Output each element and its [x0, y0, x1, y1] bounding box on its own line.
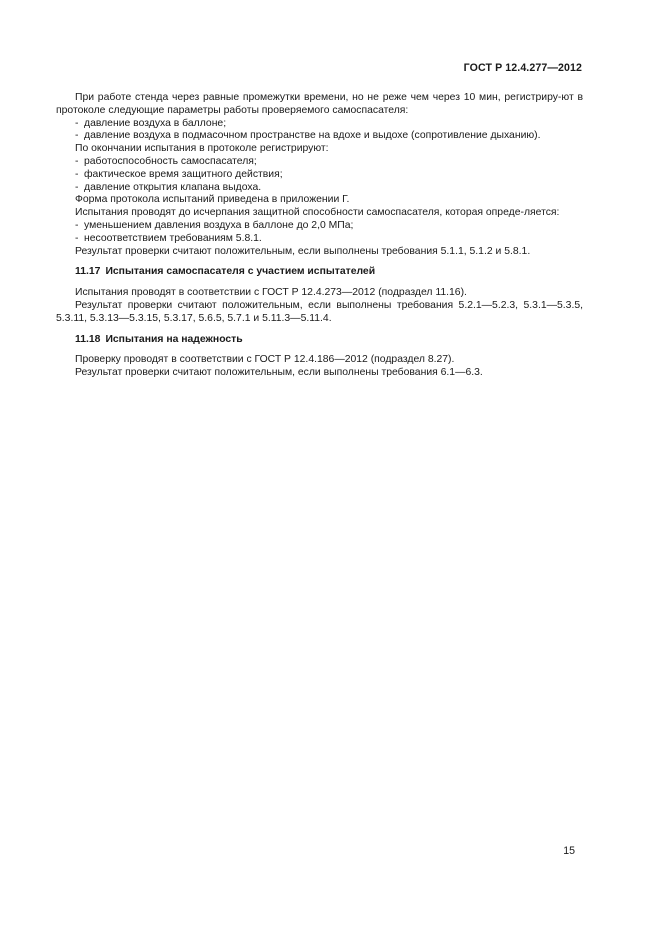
- list-item-text: давление открытия клапана выдоха.: [84, 181, 262, 193]
- list-item: - фактическое время защитного действия;: [75, 168, 283, 180]
- list-item-text: уменьшением давления воздуха в баллоне до 2,0 МПа;: [84, 219, 354, 231]
- page-number: 15: [563, 845, 575, 857]
- list-item: - давление воздуха в баллоне;: [75, 117, 227, 129]
- paragraph: Форма протокола испытаний приведена в приложении Г.: [75, 194, 350, 206]
- standard-code-header: ГОСТ Р 12.4.277—2012: [463, 62, 582, 74]
- section-heading: [56, 266, 583, 279]
- list-item-text: давление воздуха в подмасочном пространстве на вдохе и выдохе (сопротивление дыханию).: [84, 130, 541, 142]
- section-number: 11.18: [75, 333, 101, 345]
- paragraph: Испытания проводят в соответствии с ГОСТ Р 12.4.273—2012 (подраздел 11.16).: [75, 287, 467, 299]
- list-item-text: несоответствием требованиям 5.8.1.: [84, 232, 262, 244]
- document-body: [56, 92, 583, 380]
- paragraph: Результат проверки считают положительным, если выполнены требования 6.1—6.3.: [75, 367, 483, 379]
- section-title: Испытания на надежность: [105, 333, 243, 345]
- paragraph: Результат проверки считают положительным, если выполнены требования 5.2.1—5.2.3, 5.3.1—5.3.5, 5.3.11, 5.3.13—5.3.15, 5.3.17, 5.6.5, 5.7.1 и 5.11.3—5.11.4.: [56, 299, 583, 324]
- paragraph: При работе стенда через равные промежутки времени, но не реже чем через 10 мин, регистриру-ют в протоколе следующие параметры работы проверяемого самоспасателя:: [56, 92, 583, 116]
- list-item-text: работоспособность самоспасателя;: [84, 155, 257, 167]
- paragraph: Проверку проводят в соответствии с ГОСТ Р 12.4.186—2012 (подраздел 8.27).: [75, 354, 455, 366]
- section-title: Испытания самоспасателя с участием испытателей: [105, 266, 376, 278]
- paragraph: По окончании испытания в протоколе регистрируют:: [75, 143, 329, 155]
- list-item-text: фактическое время защитного действия;: [84, 168, 283, 180]
- section-number: 11.17: [75, 266, 101, 278]
- list-item: - несоответствием требованиям 5.8.1.: [75, 232, 262, 244]
- paragraph: Испытания проводят до исчерпания защитной способности самоспасателя, которая опреде-ляется:: [75, 207, 560, 219]
- list-item: - работоспособность самоспасателя;: [75, 155, 257, 167]
- paragraph: Результат проверки считают положительным, если выполнены требования 5.1.1, 5.1.2 и 5.8.1.: [75, 245, 531, 257]
- list-item-text: давление воздуха в баллоне;: [84, 117, 227, 129]
- list-item: - уменьшением давления воздуха в баллоне до 2,0 МПа;: [75, 219, 354, 231]
- section-heading: [56, 334, 583, 347]
- list-item: - давление открытия клапана выдоха.: [75, 181, 262, 193]
- list-item: - давление воздуха в подмасочном пространстве на вдохе и выдохе (сопротивление дыханию).: [75, 130, 541, 142]
